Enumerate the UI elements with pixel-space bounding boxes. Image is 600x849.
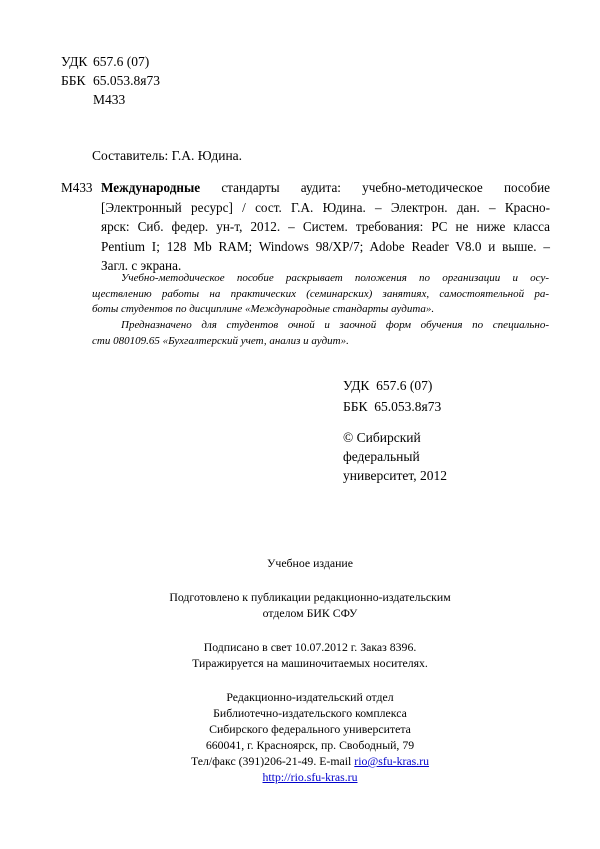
abstract-line: ществлению работы на практических (семинарских) занятиях, самостоятельной ра- — [92, 287, 549, 300]
copyright-line: © Сибирский — [343, 430, 421, 445]
bibliographic-record — [61, 178, 550, 276]
copyright-block — [343, 428, 447, 485]
edition-type: Учебное издание — [267, 556, 353, 570]
right-udk-label: УДК — [343, 378, 370, 393]
copyright-line: федеральный — [343, 449, 420, 464]
bbk-row — [61, 73, 160, 89]
bib-line: Загл. с экрана. — [101, 258, 182, 273]
bbk-label: ББК — [61, 73, 86, 88]
bib-body — [101, 178, 550, 276]
right-udk — [343, 376, 432, 395]
bib-line: [Электронный ресурс] / сост. Г.А. Юдина. – Электрон. дан. – Красно- — [101, 199, 550, 215]
imprint — [100, 555, 520, 785]
abstract-line: Учебно-методическое пособие раскрывает положения по организации и осу- — [121, 272, 549, 284]
contact-line — [100, 753, 520, 769]
udk-value: 657.6 (07) — [93, 54, 150, 69]
udk-row — [61, 54, 149, 70]
bib-code: М433 — [61, 180, 93, 195]
abstract-line: сти 080109.65 «Бухгалтерский учет, анализ и аудит». — [92, 334, 349, 347]
publisher-line: Библиотечно-издательского комплекса — [213, 706, 407, 720]
bbk-value: 65.053.8я73 — [93, 73, 160, 88]
compiler-line: Составитель: Г.А. Юдина. — [92, 148, 243, 163]
udk-label: УДК — [61, 54, 88, 69]
prepared-line: Подготовлено к публикации редакционно-издательским — [169, 590, 451, 604]
bib-line: ярск: Сиб. федер. ун-т, 2012. – Систем. требования: PC не ниже класса — [101, 219, 550, 234]
abstract-line: боты студентов по дисциплине «Международные стандарты аудита». — [92, 303, 435, 316]
publisher-line: Сибирского федерального университета — [209, 722, 411, 736]
email-link[interactable]: rio@sfu-kras.ru — [354, 754, 430, 768]
copyright-line: университет, 2012 — [343, 468, 447, 483]
abstract — [92, 271, 549, 350]
right-udk-value: 657.6 (07) — [376, 378, 433, 393]
author-mark-row — [61, 92, 125, 108]
abstract-line: Предназначено для студентов очной и заочной форм обучения по специально- — [121, 319, 549, 332]
phone-text: Тел/факс (391)206-21-49. E-mail — [190, 754, 355, 768]
author-mark: М433 — [93, 92, 126, 107]
prepared-line: отделом БИК СФУ — [262, 606, 358, 620]
right-bbk — [343, 397, 441, 416]
bib-line: Pentium I; 128 Mb RAM; Windows 98/XP/7; Adobe Reader V8.0 и выше. – — [101, 238, 550, 254]
bib-title-bold: Международные — [101, 180, 201, 195]
replicated-line: Тиражируется на машиночитаемых носителях. — [192, 656, 428, 670]
right-bbk-label: ББК — [343, 399, 368, 414]
right-bbk-value: 65.053.8я73 — [374, 399, 442, 414]
website-link[interactable]: http://rio.sfu-kras.ru — [262, 770, 358, 784]
publisher-line: Редакционно-издательский отдел — [226, 690, 394, 704]
signed-line: Подписано в свет 10.07.2012 г. Заказ 8396. — [203, 640, 417, 654]
publisher-line: 660041, г. Красноярск, пр. Свободный, 79 — [205, 738, 415, 752]
bib-line: Международные стандарты аудита: учебно-методическое пособие — [101, 180, 550, 195]
